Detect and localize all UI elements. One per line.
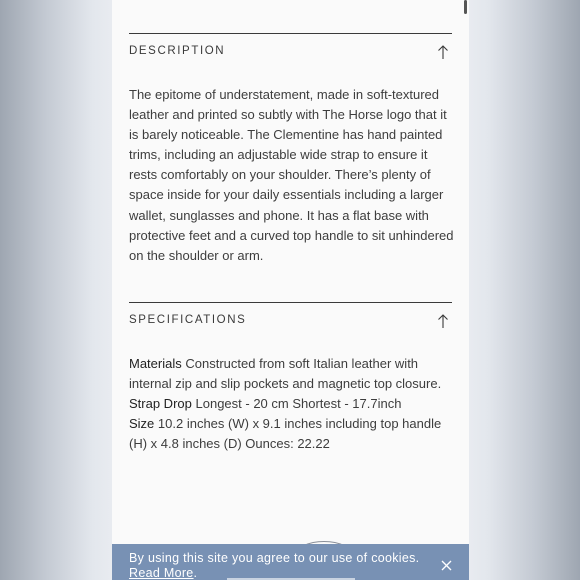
- spec-size-value: 10.2 inches (W) x 9.1 inches including top handle (H) x 4.8 inches (D) Ounces: 22.22: [129, 416, 442, 452]
- scrollbar-thumb[interactable]: [464, 0, 467, 14]
- cookie-period: .: [193, 565, 198, 580]
- specifications-header[interactable]: [129, 302, 452, 341]
- close-icon[interactable]: [441, 560, 452, 571]
- spec-materials-value: Constructed from soft Italian leather with internal zip and slip pockets and magnetic top closure.: [129, 356, 442, 392]
- spec-strap-label: Strap Drop: [129, 396, 192, 412]
- cookie-banner: [112, 544, 469, 580]
- spec-size-label: Size: [129, 416, 155, 432]
- description-title: DESCRIPTION: [129, 45, 226, 57]
- cookie-message: [129, 551, 429, 580]
- spec-materials: [129, 354, 454, 394]
- description-text: The epitome of understatement, made in soft-textured leather and printed so subtly with The Horse logo that it is barely noticeable. The Clementine has hand painted trims, including an adjustable wide strap to ensure it rests comfortably on your shoulder. There’s plenty of space inside for your daily essentials including a larger wallet, sunglasses and phone. It has a flat base with protective feet and a curved top handle to sit unhindered on the shoulder or arm.: [129, 87, 454, 263]
- spec-size: [129, 414, 454, 454]
- specifications-text: [129, 354, 454, 454]
- spec-strap-drop: [129, 394, 454, 414]
- specifications-title: SPECIFICATIONS: [129, 314, 247, 326]
- product-details-panel: [112, 0, 469, 580]
- arrow-up-icon[interactable]: [436, 44, 450, 60]
- spec-strap-value: Longest - 20 cm Shortest - 17.7inch: [195, 396, 402, 412]
- description-header[interactable]: [129, 33, 452, 72]
- arrow-up-icon[interactable]: [436, 313, 450, 329]
- read-more-link[interactable]: Read More: [129, 565, 194, 580]
- cookie-text: By using this site you agree to our use of cookies.: [129, 551, 420, 565]
- spec-materials-label: Materials: [129, 356, 182, 371]
